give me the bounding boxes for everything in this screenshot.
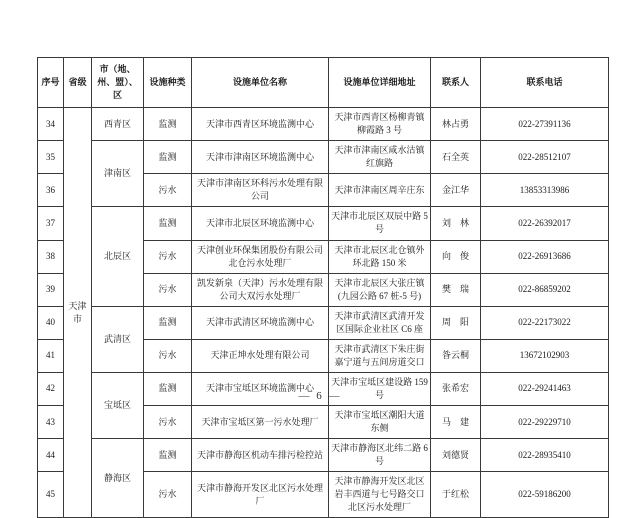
column-header: 设施单位名称: [192, 58, 329, 108]
facility-name-cell: 天津市津南区环科污水处理有限公司: [192, 174, 329, 207]
row-number-cell: 42: [38, 372, 64, 405]
facility-name-cell: 天津市宝坻区第一污水处理厂: [192, 405, 329, 438]
contact-phone-cell: 13853313986: [481, 174, 609, 207]
facility-type-cell: 监测: [144, 108, 192, 141]
row-number-cell: 44: [38, 439, 64, 472]
facility-name-cell: 天津正坤水处理有限公司: [192, 339, 329, 372]
contact-phone-cell: 022-27391136: [481, 108, 609, 141]
page-number: — 6 —: [298, 390, 342, 402]
table-row: [38, 439, 609, 472]
facility-type-cell: 污水: [144, 240, 192, 273]
facility-type-cell: 污水: [144, 174, 192, 207]
facility-address-cell: 天津市北辰区双辰中路 5 号: [329, 207, 431, 240]
facility-address-cell: 天津市宝坻区建设路 159 号: [329, 372, 431, 405]
facility-address-cell: 天津市北辰区北仓镇外环北路 150 米: [329, 240, 431, 273]
contact-person-cell: 马 建: [431, 405, 481, 438]
row-number-cell: 43: [38, 405, 64, 438]
contact-phone-cell: 022-86859202: [481, 273, 609, 306]
district-cell: 静海区: [92, 439, 144, 518]
column-header: 市（地、州、盟）、区: [92, 58, 144, 108]
contact-phone-cell: 022-26392017: [481, 207, 609, 240]
facility-name-cell: 天津市宝坻区环境监测中心: [192, 372, 329, 405]
contact-phone-cell: 022-28935410: [481, 439, 609, 472]
contact-phone-cell: 022-59186200: [481, 472, 609, 518]
contact-person-cell: 昝云桐: [431, 339, 481, 372]
table-body: [38, 108, 609, 518]
district-cell: 西青区: [92, 108, 144, 141]
row-number-cell: 36: [38, 174, 64, 207]
facility-type-cell: 监测: [144, 207, 192, 240]
facility-type-cell: 监测: [144, 306, 192, 339]
facility-type-cell: 监测: [144, 372, 192, 405]
facility-address-cell: 天津市北辰区大张庄镇(九园公路 67 桩-5 号): [329, 273, 431, 306]
column-header: 序号: [38, 58, 64, 108]
row-number-cell: 41: [38, 339, 64, 372]
facility-type-cell: 污水: [144, 472, 192, 518]
facility-address-cell: 天津市西青区杨柳青镇柳霞路 3 号: [329, 108, 431, 141]
contact-person-cell: 于红松: [431, 472, 481, 518]
row-number-cell: 40: [38, 306, 64, 339]
column-header: 联系人: [431, 58, 481, 108]
table-row: [38, 306, 609, 339]
contact-phone-cell: 022-22173022: [481, 306, 609, 339]
table-header: [38, 58, 609, 108]
contact-phone-cell: 022-28512107: [481, 141, 609, 174]
row-number-cell: 34: [38, 108, 64, 141]
row-number-cell: 45: [38, 472, 64, 518]
row-number-cell: 38: [38, 240, 64, 273]
facility-name-cell: 天津市武清区环境监测中心: [192, 306, 329, 339]
facility-table: [37, 57, 609, 518]
facility-name-cell: 天津市静海开发区北区污水处理厂: [192, 472, 329, 518]
contact-person-cell: 林占勇: [431, 108, 481, 141]
contact-phone-cell: 022-26913686: [481, 240, 609, 273]
facility-address-cell: 天津市静海开发区北区岩丰西道与七号路交口北区污水处理厂: [329, 472, 431, 518]
district-cell: 北辰区: [92, 207, 144, 306]
column-header: 设施种类: [144, 58, 192, 108]
table-row: [38, 141, 609, 174]
facility-type-cell: 污水: [144, 273, 192, 306]
contact-person-cell: 刘 林: [431, 207, 481, 240]
contact-phone-cell: 022-29229710: [481, 405, 609, 438]
facility-address-cell: 天津市武清区武清开发区国际企业社区 C6 座: [329, 306, 431, 339]
district-cell: 武清区: [92, 306, 144, 372]
contact-person-cell: 张希宏: [431, 372, 481, 405]
facility-type-cell: 监测: [144, 439, 192, 472]
table-row: [38, 207, 609, 240]
table-header-row: [38, 58, 609, 108]
contact-phone-cell: 022-29241463: [481, 372, 609, 405]
facility-name-cell: 天津市北辰区环境监测中心: [192, 207, 329, 240]
column-header: 省级: [64, 58, 92, 108]
facility-address-cell: 天津市宝坻区潮阳大道东侧: [329, 405, 431, 438]
facility-name-cell: 天津创业环保集团股份有限公司北仓污水处理厂: [192, 240, 329, 273]
district-cell: 宝坻区: [92, 372, 144, 438]
contact-person-cell: 石全英: [431, 141, 481, 174]
facility-address-cell: 天津市静海区北纬二路 6 号: [329, 439, 431, 472]
contact-person-cell: 周 阳: [431, 306, 481, 339]
facility-type-cell: 监测: [144, 141, 192, 174]
row-number-cell: 37: [38, 207, 64, 240]
row-number-cell: 39: [38, 273, 64, 306]
contact-person-cell: 向 俊: [431, 240, 481, 273]
contact-phone-cell: 13672102903: [481, 339, 609, 372]
facility-address-cell: 天津市武清区下朱庄街嘉宁道与五间房道交口: [329, 339, 431, 372]
facility-address-cell: 天津市津南区周辛庄东: [329, 174, 431, 207]
facility-type-cell: 污水: [144, 405, 192, 438]
contact-person-cell: 刘德贤: [431, 439, 481, 472]
facility-address-cell: 天津市津南区咸水沽镇红旗路: [329, 141, 431, 174]
contact-person-cell: 樊 瑞: [431, 273, 481, 306]
contact-person-cell: 金江华: [431, 174, 481, 207]
row-number-cell: 35: [38, 141, 64, 174]
column-header: 设施单位详细地址: [329, 58, 431, 108]
facility-name-cell: 凯发新泉（天津）污水处理有限公司大双污水处理厂: [192, 273, 329, 306]
facility-name-cell: 天津市西青区环境监测中心: [192, 108, 329, 141]
facility-name-cell: 天津市静海区机动车排污检控站: [192, 439, 329, 472]
district-cell: 津南区: [92, 141, 144, 207]
table-row: [38, 108, 609, 141]
column-header: 联系电话: [481, 58, 609, 108]
facility-type-cell: 污水: [144, 339, 192, 372]
province-cell: 天津市: [64, 108, 92, 518]
facility-name-cell: 天津市津南区环境监测中心: [192, 141, 329, 174]
